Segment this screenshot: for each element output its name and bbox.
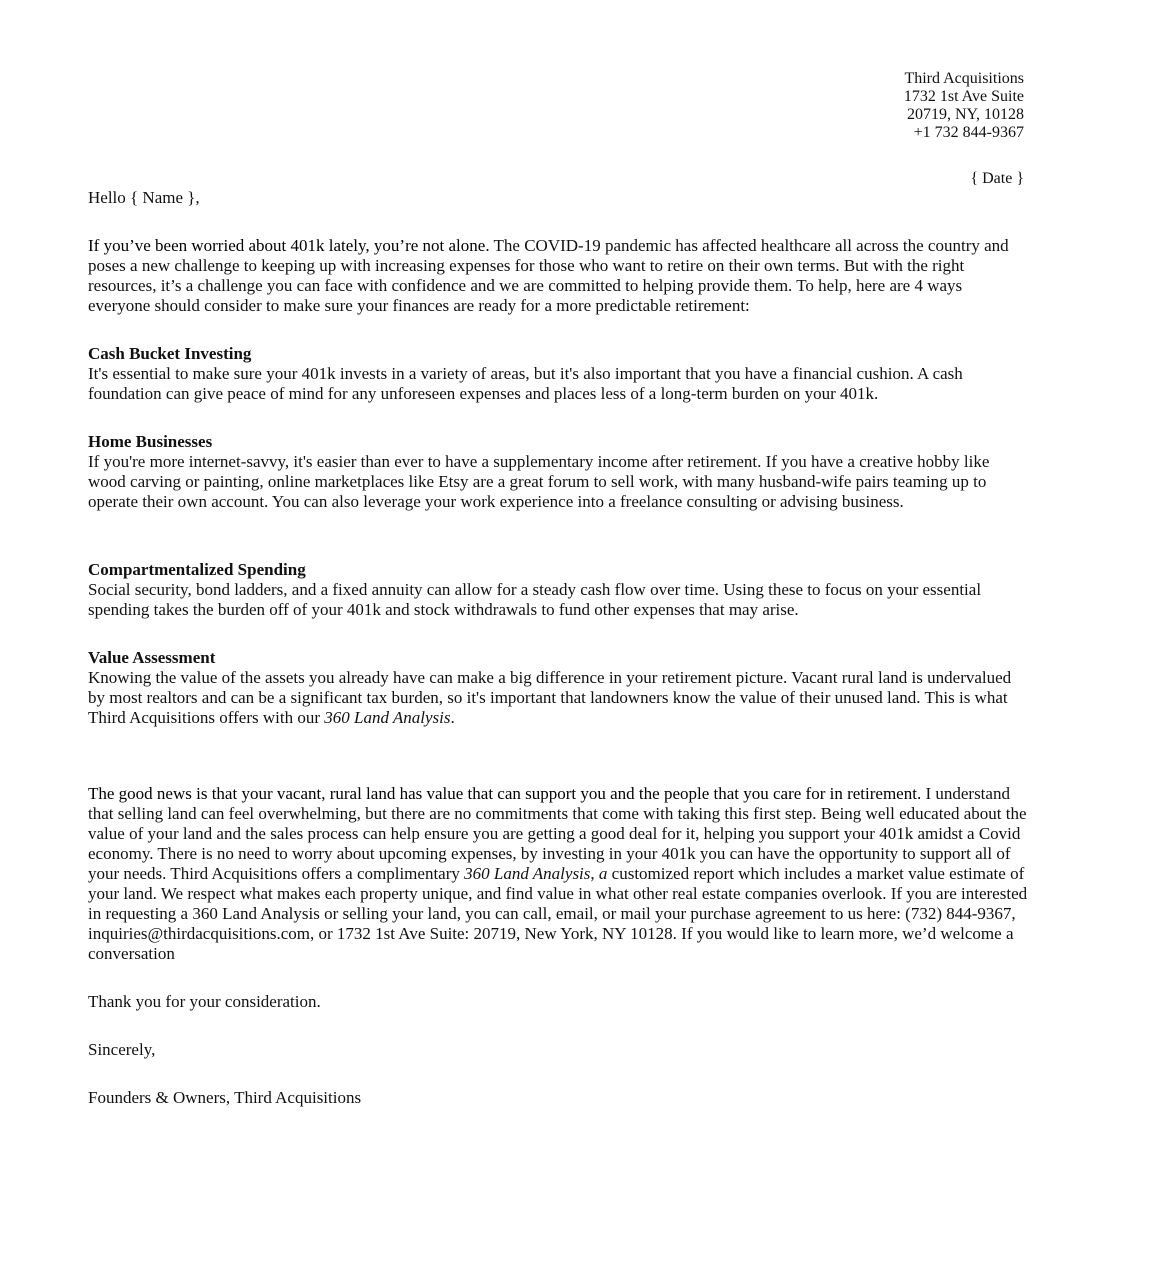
product-name: 360 Land Analysis [464, 864, 591, 883]
sender-city-line: 20719, NY, 10128 [906, 106, 1024, 123]
date-placeholder: { Date } [970, 170, 1024, 187]
thanks-line: Thank you for your consideration. [88, 992, 321, 1011]
closing-lead: The good news is that your vacant, rural land has value that can support you and the people that you care for in retirement. [88, 784, 922, 803]
section-heading: Compartmentalized Spending [88, 560, 306, 579]
section-value-assessment [88, 648, 1028, 728]
section-heading: Cash Bucket Investing [88, 344, 252, 363]
section-body: Social security, bond ladders, and a fixed annuity can allow for a steady cash flow over time. Using these to focus on your essential spending takes the burden off of your 401k and stock withdrawals to fund other expenses that may arise. [88, 580, 982, 619]
sender-street: 1732 1st Ave Suite [903, 88, 1024, 105]
intro-lead: If you’ve been worried about 401k lately, you’re not alone. [88, 236, 490, 255]
signature: Founders & Owners, Third Acquisitions [88, 1088, 362, 1107]
intro-body: The COVID-19 pandemic has affected healthcare all across the country and poses a new challenge to keeping up with increasing expenses for those who want to retire on their own terms. But with the right resources, it’s a challenge you can face with confidence and we are committed to helping provide them. To help, here are 4 ways everyone should consider to make sure your finances are ready for a more predictable retirement: [88, 236, 1009, 315]
closing-body-em2: a [598, 864, 608, 883]
product-name: 360 Land Analysis [324, 708, 451, 727]
sender-phone: +1 732 844-9367 [913, 124, 1024, 141]
section-body: If you're more internet-savvy, it's easier than ever to have a supplementary income after retirement. If you have a creative hobby like wood carving or painting, online marketplaces like Etsy are a great forum to sell work, with many husband-wife pairs teaming up to operate their own account. You can also leverage your work experience into a freelance consulting or advising business. [88, 452, 990, 511]
sender-address-block [904, 70, 1024, 142]
section-body: It's essential to make sure your 401k invests in a variety of areas, but it's also important that you have a financial cushion. A cash foundation can give peace of mind for any unforeseen expenses and places less of a long-term burden on your 401k. [88, 364, 963, 403]
section-body: Knowing the value of the assets you already have can make a big difference in your retirement picture. Vacant rural land is undervalued by most realtors and can be a significant tax burden, so it's important that landowners know the value of their unused land. This is what Third Acquisitions offers with our [88, 668, 1012, 727]
section-heading: Value Assessment [88, 648, 216, 667]
closing-body: I understand that selling land can feel overwhelming, but there are no commitments that come with taking this first step. Being well educated about the value of your land and the sales process can help ensure you are getting a good deal for it, helping you support your 401k amidst a Covid economy. There is no need to worry about upcoming expenses, by investing in your 401k you can have the opportunity to support all of your needs. Third Acquisitions offers a complimentary [88, 784, 1027, 883]
intro-paragraph [88, 236, 1028, 316]
closing-paragraph [88, 784, 1028, 964]
salutation: Hello { Name }, [88, 188, 200, 207]
section-cash-bucket-investing [88, 344, 1028, 404]
closing-body-end: customized report which includes a market value estimate of your land. We respect what makes each property unique, and find value in what other real estate companies overlook. If you are interested in requesting a 360 Land Analysis or selling your land, you can call, email, or mail your purchase agreement to us here: (732) 844-9367, inquiries@thirdacquisitions.com, or 1732 1st Ave Suite: 20719, New York, NY 10128. If you would like to learn more, we’d welcome a conversation [88, 864, 1028, 963]
section-compartmentalized-spending [88, 560, 1028, 620]
sender-company: Third Acquisitions [904, 70, 1024, 87]
signoff: Sincerely, [88, 1040, 156, 1059]
section-home-businesses [88, 432, 1028, 512]
section-body-end: . [450, 708, 455, 727]
closing-body-mid: , [590, 864, 599, 883]
section-heading: Home Businesses [88, 432, 213, 451]
